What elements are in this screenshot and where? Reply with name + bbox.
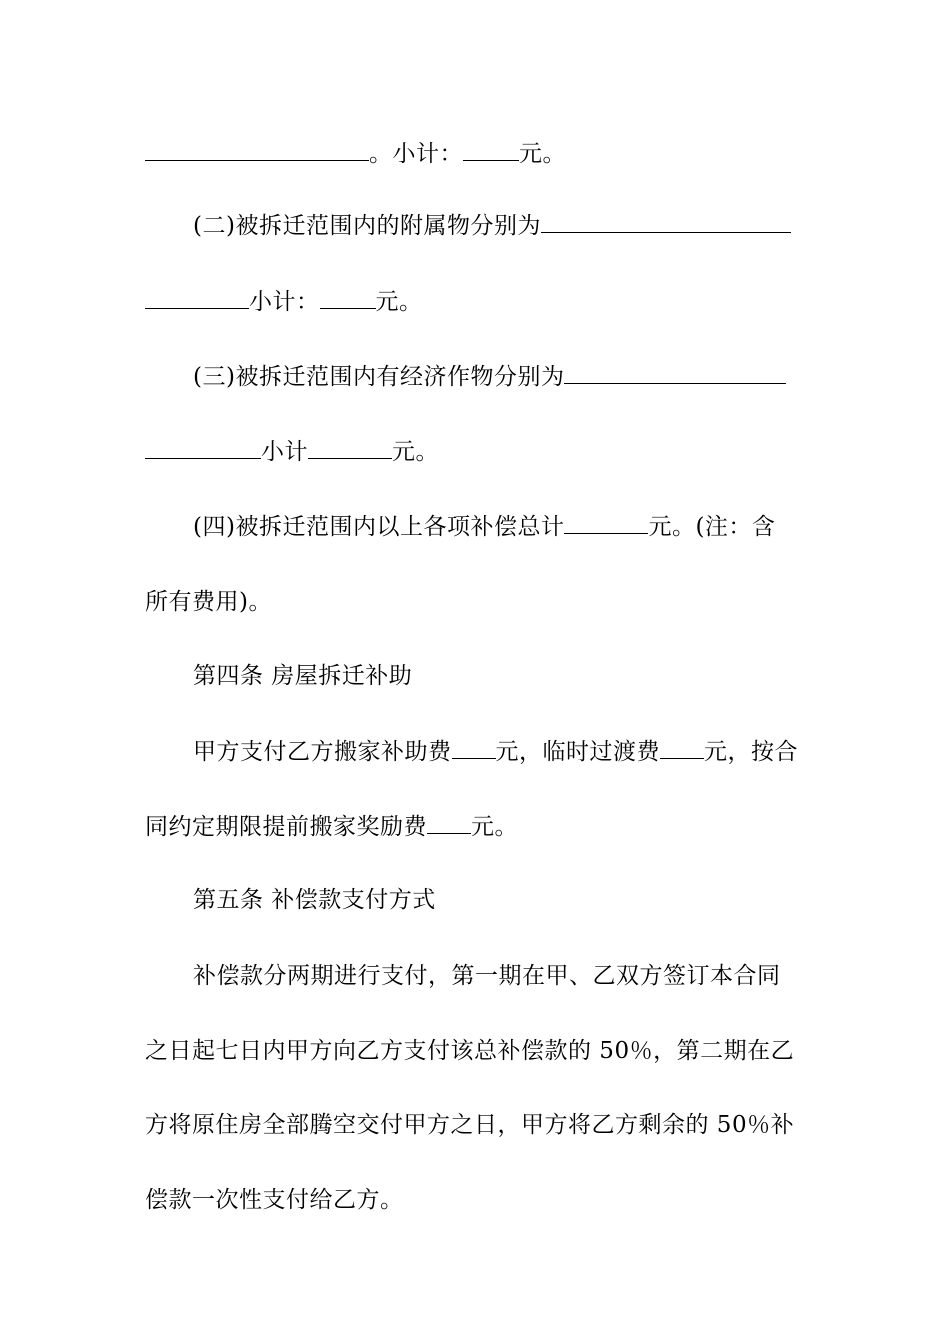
section-heading: 第四条 房屋拆迁补助 — [193, 663, 413, 689]
paragraph-line: (三)被拆迁范围内有经济作物分别为 — [193, 363, 805, 391]
paragraph-line: (二)被拆迁范围内的附属物分别为 — [193, 212, 805, 240]
paragraph-line: 同约定期限提前搬家奖励费 元。 — [145, 814, 518, 840]
blank-underline — [145, 140, 369, 161]
blank-underline — [564, 363, 786, 384]
blank-underline — [427, 813, 471, 834]
blank-underline — [564, 513, 648, 534]
blank-underline — [145, 438, 261, 459]
blank-underline — [452, 738, 496, 759]
section-heading: 第五条 补偿款支付方式 — [193, 887, 436, 913]
paragraph-line: 所有费用)。 — [145, 589, 272, 615]
paragraph-line: 。小计： 元。 — [145, 140, 805, 168]
paragraph-line: 小计： 元。 — [145, 288, 805, 316]
paragraph-line: 补偿款分两期进行支付，第一期在甲、乙双方签订本合同 — [193, 963, 781, 989]
blank-underline — [320, 288, 376, 309]
paragraph-line: (四)被拆迁范围内以上各项补偿总计 元。(注：含 — [193, 514, 776, 540]
blank-underline — [541, 212, 791, 233]
blank-underline — [463, 140, 519, 161]
paragraph-line: 方将原住房全部腾空交付甲方之日，甲方将乙方剩余的 50％补 — [145, 1112, 795, 1138]
blank-underline — [145, 288, 249, 309]
paragraph-line: 之日起七日内甲方向乙方支付该总补偿款的 50％，第二期在乙 — [145, 1038, 795, 1064]
blank-underline — [308, 438, 392, 459]
paragraph-line: 甲方支付乙方搬家补助费 元，临时过渡费 元，按合 — [193, 739, 798, 765]
blank-underline — [660, 738, 704, 759]
paragraph-line: 偿款一次性支付给乙方。 — [145, 1187, 404, 1213]
paragraph-line: 小计 元。 — [145, 438, 805, 466]
